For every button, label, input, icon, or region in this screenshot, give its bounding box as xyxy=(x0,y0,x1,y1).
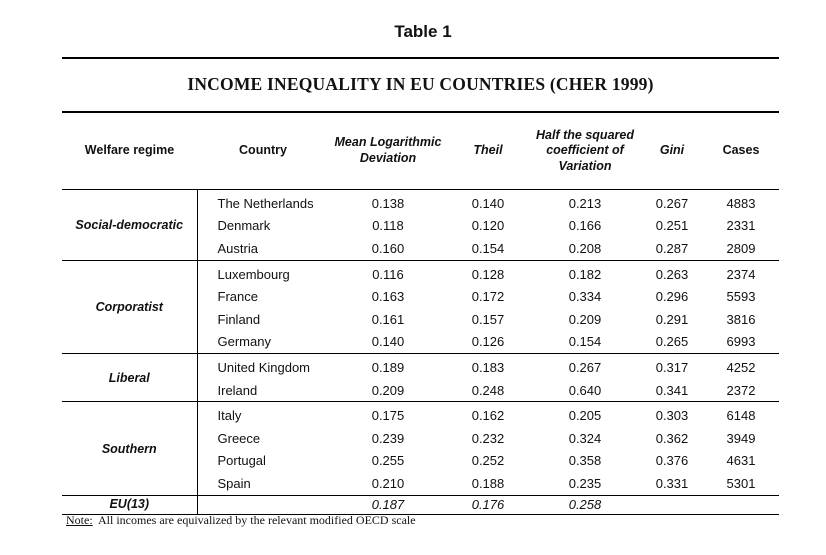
country-cell: Spain xyxy=(197,472,329,495)
table-body xyxy=(62,190,779,515)
table-header-row xyxy=(62,113,779,190)
cases-cell: 2374 xyxy=(726,266,756,282)
eu-cv-cell: 0.258 xyxy=(529,495,641,514)
theil-cell: 0.154 xyxy=(447,237,529,260)
table-row xyxy=(62,260,779,285)
gini-cell: 0.267 xyxy=(655,195,689,211)
theil-cell: 0.162 xyxy=(471,408,505,424)
theil-cell: 0.248 xyxy=(447,379,529,402)
eu-label-cell: EU(13) xyxy=(62,495,197,514)
cases-cell: 5301 xyxy=(703,472,779,495)
col-header-mld: Mean Logarithmic Deviation xyxy=(329,113,447,190)
cases-cell: 5593 xyxy=(726,289,756,305)
cases-cell: 6993 xyxy=(703,331,779,354)
cv-cell: 0.209 xyxy=(568,311,602,327)
theil-cell: 0.128 xyxy=(471,266,505,282)
gini-cell: 0.303 xyxy=(655,408,689,424)
cv-cell: 0.334 xyxy=(568,289,602,305)
country-cell: Portugal xyxy=(217,453,266,469)
mld-cell: 0.255 xyxy=(371,453,405,469)
gini-cell: 0.251 xyxy=(655,218,689,234)
country-cell: Austria xyxy=(197,237,329,260)
cv-cell: 0.208 xyxy=(529,237,641,260)
gini-cell: 0.341 xyxy=(641,379,703,402)
note-label: Note: xyxy=(66,513,93,527)
country-cell: The Netherlands xyxy=(217,195,314,211)
col-header-cases: Cases xyxy=(703,113,779,190)
cv-cell: 0.324 xyxy=(568,430,602,446)
cv-cell: 0.154 xyxy=(529,331,641,354)
cases-cell: 2372 xyxy=(703,379,779,402)
cases-cell: 3949 xyxy=(726,430,756,446)
country-cell: Germany xyxy=(197,331,329,354)
mld-cell: 0.140 xyxy=(329,331,447,354)
regime-cell: Liberal xyxy=(62,354,197,402)
note-text: All incomes are equivalized by the relevant modified OECD scale xyxy=(98,513,416,527)
theil-cell: 0.188 xyxy=(447,472,529,495)
country-cell: Finland xyxy=(217,311,261,327)
gini-cell: 0.265 xyxy=(641,331,703,354)
theil-cell: 0.120 xyxy=(471,218,505,234)
mld-cell: 0.138 xyxy=(371,195,405,211)
cases-cell: 4631 xyxy=(726,453,756,469)
cases-cell: 6148 xyxy=(726,408,756,424)
mld-cell: 0.189 xyxy=(371,359,405,375)
eu-gini-cell xyxy=(641,495,703,514)
mld-cell: 0.163 xyxy=(371,289,405,305)
theil-cell: 0.172 xyxy=(471,289,505,305)
country-cell: Denmark xyxy=(217,218,271,234)
eu-cases-cell xyxy=(703,495,779,514)
cv-cell: 0.267 xyxy=(568,359,602,375)
mld-cell: 0.209 xyxy=(329,379,447,402)
regime-cell: Southern xyxy=(62,402,197,495)
col-header-regime: Welfare regime xyxy=(62,113,197,190)
cases-cell: 4252 xyxy=(726,359,756,375)
theil-cell: 0.157 xyxy=(471,311,505,327)
cases-cell: 4883 xyxy=(726,195,756,211)
mld-cell: 0.239 xyxy=(371,430,405,446)
gini-cell: 0.362 xyxy=(655,430,689,446)
country-cell: Greece xyxy=(217,430,261,446)
cases-cell: 2809 xyxy=(703,237,779,260)
country-cell: Ireland xyxy=(197,379,329,402)
cv-cell: 0.205 xyxy=(568,408,602,424)
country-cell: Luxembourg xyxy=(217,266,290,282)
theil-cell: 0.183 xyxy=(471,359,505,375)
gini-cell: 0.296 xyxy=(655,289,689,305)
cv-cell: 0.235 xyxy=(529,472,641,495)
eu-summary-row xyxy=(62,495,779,514)
col-header-gini: Gini xyxy=(641,113,703,190)
col-header-country: Country xyxy=(197,113,329,190)
mld-cell: 0.175 xyxy=(371,408,405,424)
mld-cell: 0.118 xyxy=(372,218,404,234)
col-header-cv: Half the squared coefficient of Variation xyxy=(529,113,641,190)
gini-cell: 0.291 xyxy=(655,311,689,327)
mld-cell: 0.116 xyxy=(372,266,404,282)
cv-cell: 0.213 xyxy=(568,195,602,211)
col-header-theil: Theil xyxy=(447,113,529,190)
table-row xyxy=(62,190,779,215)
regime-cell: Corporatist xyxy=(62,260,197,353)
country-cell: United Kingdom xyxy=(217,359,310,375)
gini-cell: 0.287 xyxy=(641,237,703,260)
top-rule xyxy=(62,57,779,59)
table-heading: INCOME INEQUALITY IN EU COUNTRIES (CHER 1999) xyxy=(187,74,654,94)
eu-theil-cell: 0.176 xyxy=(447,495,529,514)
gini-cell: 0.263 xyxy=(655,266,689,282)
gini-cell: 0.376 xyxy=(655,453,689,469)
cases-cell: 2331 xyxy=(726,218,756,234)
theil-cell: 0.232 xyxy=(471,430,505,446)
theil-cell: 0.126 xyxy=(447,331,529,354)
cv-cell: 0.640 xyxy=(529,379,641,402)
cv-cell: 0.166 xyxy=(568,218,602,234)
mld-cell: 0.161 xyxy=(371,311,405,327)
theil-cell: 0.140 xyxy=(471,195,505,211)
regime-cell: Social-democratic xyxy=(62,190,197,261)
theil-cell: 0.252 xyxy=(471,453,505,469)
table-note xyxy=(66,513,416,528)
mld-cell: 0.210 xyxy=(329,472,447,495)
cv-cell: 0.182 xyxy=(568,266,602,282)
eu-mld-cell: 0.187 xyxy=(329,495,447,514)
table-row xyxy=(62,402,779,427)
country-cell: Italy xyxy=(217,408,242,424)
gini-cell: 0.331 xyxy=(641,472,703,495)
table-title: Table 1 xyxy=(394,22,452,41)
cases-cell: 3816 xyxy=(726,311,756,327)
table-row xyxy=(62,354,779,379)
inequality-table xyxy=(62,113,779,515)
gini-cell: 0.317 xyxy=(655,359,689,375)
country-cell: France xyxy=(217,289,258,305)
cv-cell: 0.358 xyxy=(568,453,602,469)
eu-country-cell xyxy=(197,495,329,514)
mld-cell: 0.160 xyxy=(329,237,447,260)
